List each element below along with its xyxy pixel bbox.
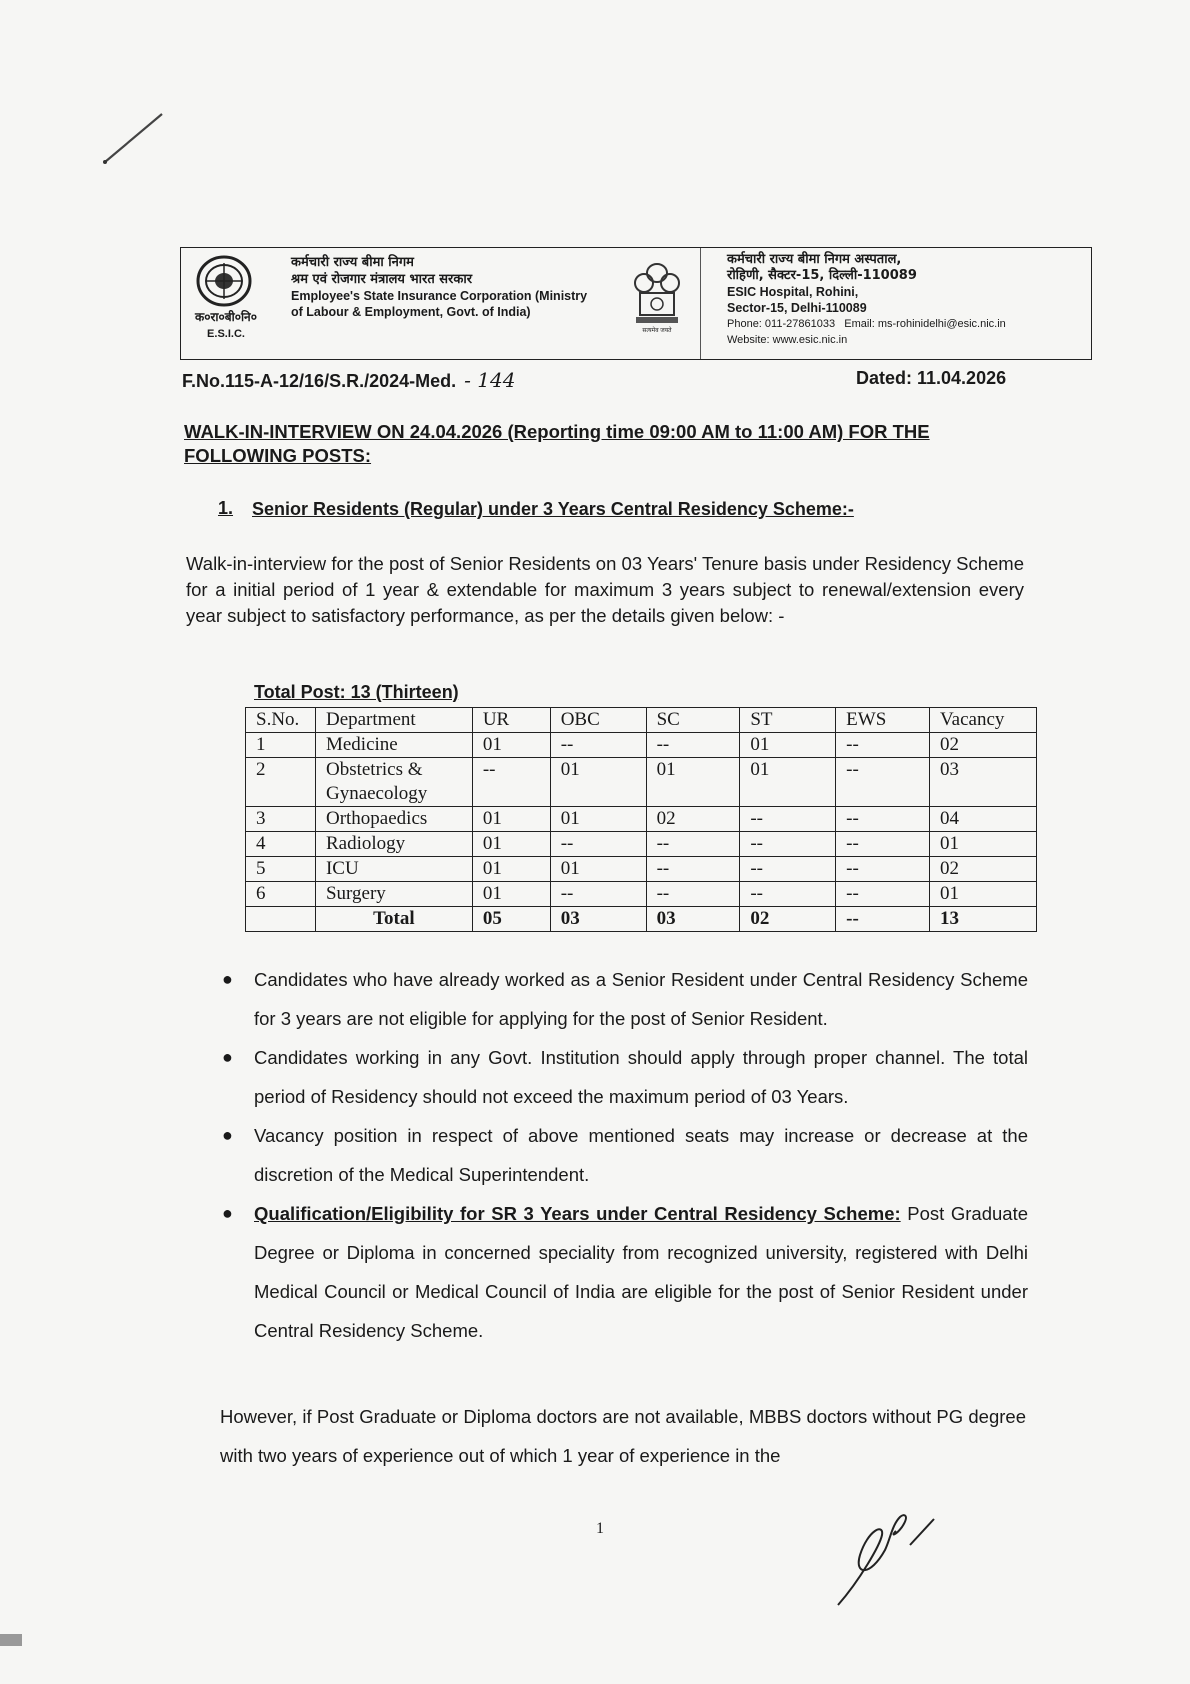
scan-edge-mark — [0, 1634, 22, 1646]
hospital-hindi-name: कर्मचारी राज्य बीमा निगम अस्पताल, — [727, 252, 902, 267]
table-total-cell: 03 — [646, 907, 740, 932]
hospital-english-address: Sector-15, Delhi-110089 — [727, 301, 867, 315]
pen-stroke-mark — [100, 110, 170, 170]
header-divider — [700, 248, 701, 359]
logo-english-abbrev: E.S.I.C. — [207, 328, 245, 340]
table-cell: -- — [836, 882, 930, 907]
table-cell: 04 — [930, 807, 1037, 832]
table-cell: -- — [550, 882, 646, 907]
section-title: Senior Residents (Regular) under 3 Years Central Residency Scheme:- — [252, 499, 854, 519]
bullet-icon: ● — [222, 1203, 233, 1223]
table-cell: Obstetrics & Gynaecology — [315, 758, 472, 807]
section-number: 1. — [218, 498, 234, 518]
file-number-text: F.No.115-A-12/16/S.R./2024-Med. — [182, 371, 457, 391]
org-hindi-name: कर्मचारी राज्य बीमा निगम — [291, 255, 414, 270]
table-row — [246, 857, 1037, 882]
table-cell: 02 — [930, 733, 1037, 758]
org-english-name: Employee's State Insurance Corporation (Ministry of Labour & Employment, Govt. of India) — [291, 289, 588, 319]
table-cell: 01 — [550, 857, 646, 882]
vacancy-table — [245, 707, 1037, 932]
table-header-cell: OBC — [550, 708, 646, 733]
list-item — [218, 1116, 1028, 1194]
table-cell: ICU — [315, 857, 472, 882]
table-cell: 2 — [246, 758, 316, 807]
table-total-cell — [246, 907, 316, 932]
table-cell: Surgery — [315, 882, 472, 907]
table-total-cell: 05 — [472, 907, 550, 932]
bullet-text: Candidates working in any Govt. Institution should apply through proper channel. The total period of Residency should not exceed the maximum period of 03 Years. — [254, 1047, 1028, 1107]
table-cell: -- — [550, 733, 646, 758]
table-cell: 01 — [930, 882, 1037, 907]
table-row — [246, 758, 1037, 807]
walkin-heading: WALK-IN-INTERVIEW ON 24.04.2026 (Reporting time 09:00 AM to 11:00 AM) FOR THE FOLLOWING POSTS: — [184, 421, 930, 466]
table-cell: -- — [836, 733, 930, 758]
esic-logo-icon — [195, 254, 253, 308]
table-cell: -- — [740, 882, 836, 907]
bullet-icon: ● — [222, 969, 233, 989]
table-row — [246, 807, 1037, 832]
signature-mark — [830, 1505, 950, 1615]
table-cell: -- — [836, 832, 930, 857]
table-cell: -- — [550, 832, 646, 857]
table-cell: 01 — [472, 882, 550, 907]
hospital-email: Email: ms-rohinidelhi@esic.nic.in — [844, 318, 1006, 330]
table-cell: -- — [646, 882, 740, 907]
bullet-icon: ● — [222, 1125, 233, 1145]
table-cell: 6 — [246, 882, 316, 907]
conditions-list — [218, 960, 1028, 1350]
table-row — [246, 733, 1037, 758]
table-cell: -- — [646, 733, 740, 758]
table-cell: 02 — [930, 857, 1037, 882]
table-cell: Radiology — [315, 832, 472, 857]
file-number — [182, 368, 515, 392]
logo-hindi-abbrev: क०रा०बी०नि० — [195, 310, 257, 324]
table-header-cell: Vacancy — [930, 708, 1037, 733]
hospital-hindi-address: रोहिणी, सैक्टर-15, दिल्ली-110089 — [727, 268, 917, 283]
table-row — [246, 882, 1037, 907]
table-header-cell: EWS — [836, 708, 930, 733]
table-cell: 01 — [550, 807, 646, 832]
organization-block — [291, 254, 591, 320]
however-paragraph: However, if Post Graduate or Diploma doctors are not available, MBBS doctors without PG degree with two years of experience out of which 1 year of experience in the — [220, 1406, 1026, 1466]
list-item — [218, 1194, 1028, 1350]
table-header-cell: ST — [740, 708, 836, 733]
bullet-icon: ● — [222, 1047, 233, 1067]
bullet-text: Vacancy position in respect of above mentioned seats may increase or decrease at the discretion of the Medical Superintendent. — [254, 1125, 1028, 1185]
document-date: Dated: 11.04.2026 — [856, 368, 1007, 388]
table-header-cell: UR — [472, 708, 550, 733]
table-cell: 01 — [740, 758, 836, 807]
hospital-phone: Phone: 011-27861033 — [727, 318, 836, 330]
table-total-cell: Total — [315, 907, 472, 932]
table-header-row — [246, 708, 1037, 733]
table-total-row — [246, 907, 1037, 932]
table-cell: 3 — [246, 807, 316, 832]
table-header-cell: SC — [646, 708, 740, 733]
list-item — [218, 960, 1028, 1038]
table-row — [246, 832, 1037, 857]
table-cell: 01 — [930, 832, 1037, 857]
qualification-heading: Qualification/Eligibility for SR 3 Years under Central Residency Scheme: — [254, 1203, 901, 1224]
table-header-cell: Department — [315, 708, 472, 733]
table-total-cell: 03 — [550, 907, 646, 932]
letterhead — [180, 247, 1092, 360]
page-number: 1 — [596, 1520, 604, 1537]
table-total-cell: 02 — [740, 907, 836, 932]
hospital-block — [727, 252, 1087, 348]
table-cell: 02 — [646, 807, 740, 832]
table-total-cell: 13 — [930, 907, 1037, 932]
table-cell: 01 — [472, 733, 550, 758]
table-cell: 01 — [472, 807, 550, 832]
table-cell: 01 — [646, 758, 740, 807]
emblem-caption: सत्यमेव जयते — [642, 328, 672, 334]
hospital-contact — [727, 316, 1087, 332]
org-hindi-ministry: श्रम एवं रोजगार मंत्रालय भारत सरकार — [291, 272, 473, 287]
table-cell: -- — [836, 758, 930, 807]
bullet-text: Candidates who have already worked as a Senior Resident under Central Residency Scheme for 3 years are not eligible for applying for the post of Senior Resident. — [254, 969, 1028, 1029]
table-cell: 5 — [246, 857, 316, 882]
table-cell: 03 — [930, 758, 1037, 807]
table-total-cell: -- — [836, 907, 930, 932]
table-cell: -- — [740, 807, 836, 832]
total-post-label: Total Post: 13 (Thirteen) — [254, 682, 459, 702]
list-item — [218, 1038, 1028, 1116]
table-cell: 01 — [472, 832, 550, 857]
hospital-english-name: ESIC Hospital, Rohini, — [727, 285, 859, 299]
qualification-text: Post Graduate Degree or Diploma in concerned speciality from recognized university, registered with Delhi Medical Council or Medical Council of India are eligible for the post of Senior Resident under Central Residency Scheme. — [254, 1203, 1028, 1341]
intro-paragraph: Walk-in-interview for the post of Senior Residents on 03 Years' Tenure basis under Residency Scheme for a initial period of 1 year & extendable for maximum 3 years subject to renewal/extension every year subject to satisfactory performance, as per the details given below: - — [186, 553, 1024, 626]
table-cell: 1 — [246, 733, 316, 758]
table-cell: 01 — [472, 857, 550, 882]
table-cell: 01 — [740, 733, 836, 758]
table-cell: -- — [740, 857, 836, 882]
table-cell: 01 — [550, 758, 646, 807]
file-number-handwritten: - 144 — [464, 368, 516, 392]
table-cell: -- — [740, 832, 836, 857]
hospital-website: Website: www.esic.nic.in — [727, 334, 848, 346]
table-cell: -- — [646, 857, 740, 882]
table-header-cell: S.No. — [246, 708, 316, 733]
table-cell: Medicine — [315, 733, 472, 758]
table-cell: 4 — [246, 832, 316, 857]
table-cell: -- — [836, 807, 930, 832]
table-cell: -- — [472, 758, 550, 807]
table-cell: -- — [836, 857, 930, 882]
table-cell: -- — [646, 832, 740, 857]
table-cell: Orthopaedics — [315, 807, 472, 832]
